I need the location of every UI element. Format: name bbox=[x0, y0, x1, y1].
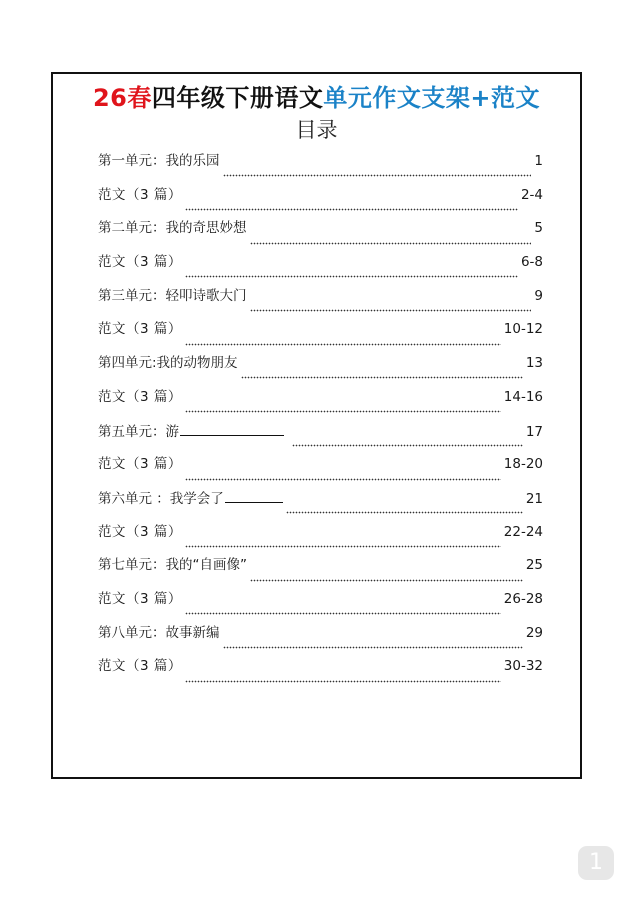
toc-entry[interactable] bbox=[98, 623, 543, 657]
toc-entry[interactable] bbox=[98, 488, 543, 522]
document-page bbox=[51, 72, 582, 779]
toc-entry-label: 第四单元:我的动物朋友 bbox=[98, 355, 238, 372]
toc-entry-page-number: 13 bbox=[525, 355, 543, 372]
toc-entry[interactable] bbox=[98, 454, 543, 488]
table-of-contents bbox=[98, 151, 543, 690]
toc-entry-page-number: 14-16 bbox=[503, 388, 543, 405]
toc-entry-page-number: 25 bbox=[525, 557, 543, 574]
toc-entry-page-number: 9 bbox=[534, 287, 543, 304]
toc-entry[interactable] bbox=[98, 353, 543, 387]
toc-entry-label: 第八单元：故事新编 bbox=[98, 624, 220, 641]
document-title bbox=[53, 82, 580, 114]
dot-leader bbox=[185, 672, 501, 683]
toc-entry[interactable] bbox=[98, 151, 543, 185]
toc-entry[interactable] bbox=[98, 589, 543, 623]
toc-entry-page-number: 30-32 bbox=[503, 658, 543, 675]
toc-entry-label: 范文（3 篇） bbox=[98, 523, 182, 540]
toc-entry-label: 范文（3 篇） bbox=[98, 186, 182, 203]
dot-leader bbox=[250, 301, 532, 312]
page-number-badge[interactable]: 1 bbox=[578, 846, 614, 880]
toc-entry-label: 范文（3 篇） bbox=[98, 456, 182, 473]
fill-in-blank-line bbox=[180, 421, 284, 436]
toc-entry-page-number: 21 bbox=[525, 490, 543, 507]
toc-entry[interactable] bbox=[98, 421, 543, 455]
dot-leader bbox=[185, 402, 501, 413]
toc-entry[interactable] bbox=[98, 185, 543, 219]
toc-entry[interactable] bbox=[98, 555, 543, 589]
toc-entry-page-number: 2-4 bbox=[520, 186, 543, 203]
toc-entry-label: 范文（3 篇） bbox=[98, 658, 182, 675]
toc-entry-label: 第三单元：轻叩诗歌大门 bbox=[98, 287, 247, 304]
dot-leader bbox=[185, 470, 501, 481]
dot-leader bbox=[292, 436, 523, 447]
toc-entry-page-number: 18-20 bbox=[503, 456, 543, 473]
dot-leader bbox=[185, 335, 501, 346]
dot-leader bbox=[250, 571, 523, 582]
toc-entry-label: 范文（3 篇） bbox=[98, 388, 182, 405]
dot-leader bbox=[241, 368, 523, 379]
toc-entry[interactable] bbox=[98, 522, 543, 556]
toc-entry-page-number: 26-28 bbox=[503, 590, 543, 607]
toc-entry-label: 第五单元：游 bbox=[98, 423, 179, 440]
toc-entry-label: 第七单元：我的“自画像” bbox=[98, 557, 247, 574]
toc-entry-label: 范文（3 篇） bbox=[98, 321, 182, 338]
toc-entry[interactable] bbox=[98, 218, 543, 252]
dot-leader bbox=[185, 267, 518, 278]
toc-entry-label: 范文（3 篇） bbox=[98, 590, 182, 607]
title-middle: 四年级下册语文 bbox=[151, 84, 324, 112]
dot-leader bbox=[185, 200, 518, 211]
dot-leader bbox=[286, 503, 523, 514]
title-prefix: 26春 bbox=[92, 84, 152, 112]
dot-leader bbox=[223, 638, 523, 649]
title-suffix: 单元作文支架+范文 bbox=[323, 84, 540, 112]
toc-entry-page-number: 5 bbox=[534, 220, 543, 237]
dot-leader bbox=[185, 604, 501, 615]
dot-leader bbox=[223, 166, 532, 177]
toc-entry-page-number: 22-24 bbox=[503, 523, 543, 540]
toc-entry[interactable] bbox=[98, 319, 543, 353]
toc-entry-page-number: 29 bbox=[525, 624, 543, 641]
toc-entry-label: 第一单元：我的乐园 bbox=[98, 153, 220, 169]
toc-entry-label: 第六单元 ：我学会了 bbox=[98, 490, 224, 507]
toc-entry-page-number: 1 bbox=[534, 153, 543, 169]
toc-entry[interactable] bbox=[98, 656, 543, 690]
toc-entry[interactable] bbox=[98, 286, 543, 320]
fill-in-blank-line bbox=[225, 488, 283, 503]
toc-entry-page-number: 10-12 bbox=[503, 321, 543, 338]
toc-entry-page-number: 17 bbox=[525, 423, 543, 440]
toc-entry[interactable] bbox=[98, 387, 543, 421]
toc-entry-label: 范文（3 篇） bbox=[98, 254, 182, 271]
dot-leader bbox=[185, 537, 501, 548]
toc-entry-label: 第二单元：我的奇思妙想 bbox=[98, 220, 247, 237]
toc-entry-page-number: 6-8 bbox=[520, 254, 543, 271]
toc-entry[interactable] bbox=[98, 252, 543, 286]
dot-leader bbox=[250, 234, 532, 245]
toc-heading: 目录 bbox=[295, 118, 338, 142]
